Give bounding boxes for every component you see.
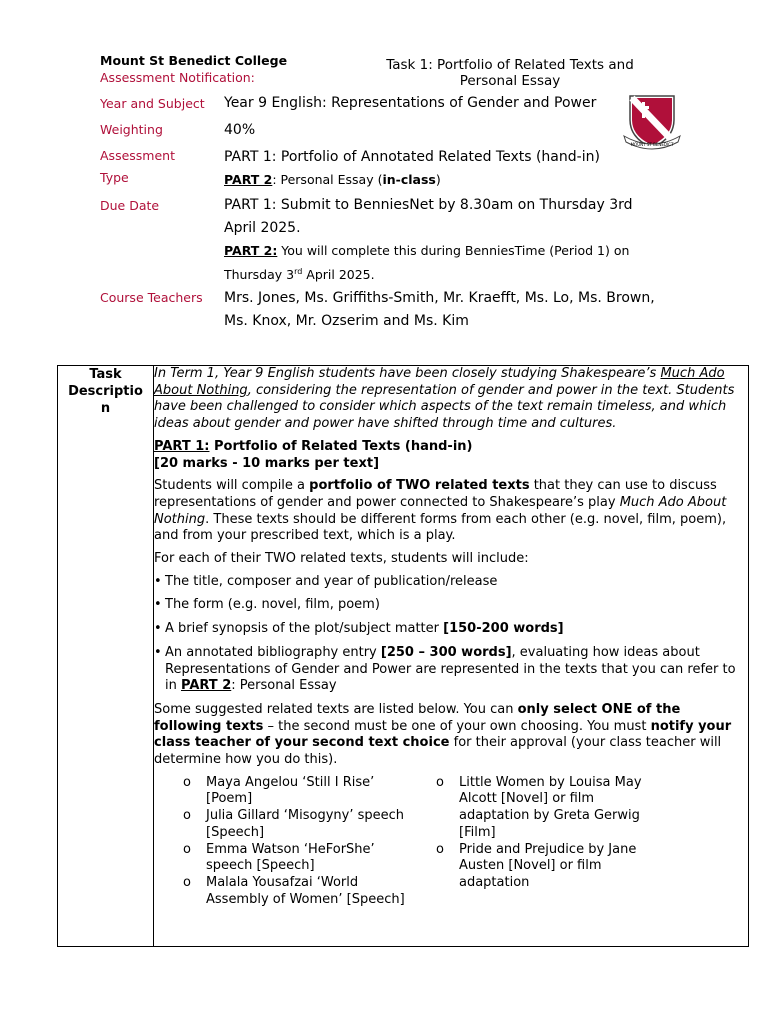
assessment-part2-value <box>224 169 674 190</box>
course-teachers-label: Course Teachers <box>100 290 203 305</box>
list-item: o Pride and Prejudice by Jane Austen [Novel] or film adaptation <box>407 842 660 892</box>
part2-in-class: in-class <box>382 172 436 187</box>
intro-paragraph: In Term 1, Year 9 English students have been closely studying Shakespeare’s Much Ado About Nothing, considering the representation of gender and power in the text. Students have been challenged to consider which aspects of the text remain timeless, and which ideas about gender and power have shifted through time and cultures. <box>154 366 735 432</box>
due-part2-sup: rd <box>294 267 303 276</box>
list-item: o Maya Angelou ‘Still I Rise’ [Poem] <box>154 775 407 808</box>
requirements-list <box>154 574 748 695</box>
crest-motto: MOUNT ST BENEDICT <box>630 142 674 147</box>
part2-label: PART 2 <box>224 172 273 187</box>
suggestions-paragraph: Some suggested related texts are listed below. You can only select ONE of the following texts – the second must be one of your own choosing. You must notify your class teacher of your second text choice for their approval (your class teacher will determine how you do this). <box>154 701 732 768</box>
course-teachers-value: Mrs. Jones, Ms. Griffiths-Smith, Mr. Kraefft, Ms. Lo, Ms. Brown, Ms. Knox, Mr. Ozserim and Ms. Kim <box>224 290 655 329</box>
suggested-texts-right <box>407 775 660 909</box>
list-item: • An annotated bibliography entry [250 – 300 words], evaluating how ideas about Representations of Gender and Power are represented in the texts that you can refer to in PART 2: Personal Essay <box>154 645 748 695</box>
year-subject-value: Year 9 English: Representations of Gender and Power <box>224 95 597 111</box>
suggested-texts <box>154 775 748 909</box>
part2-close: ) <box>435 172 441 187</box>
list-item: o Emma Watson ‘HeForShe’ speech [Speech] <box>154 842 407 875</box>
task-description-heading: Task Descriptio n <box>58 366 154 947</box>
assessment-notification-label: Assessment Notification: <box>100 70 255 85</box>
list-item: • The form (e.g. novel, film, poem) <box>154 597 748 614</box>
list-item: o Malala Yousafzai ‘World Assembly of Women’ [Speech] <box>154 875 407 908</box>
due-part2-end: April 2025. <box>302 267 375 283</box>
year-subject-label: Year and Subject <box>100 96 205 111</box>
school-name: Mount St Benedict College <box>100 53 288 68</box>
list-item: o Julia Gillard ‘Misogyny’ speech [Speech] <box>154 808 407 841</box>
due-date-label: Due Date <box>100 198 160 213</box>
due-part2-value <box>224 240 654 285</box>
assessment-type-label: Type <box>100 170 129 185</box>
compile-paragraph: Students will compile a portfolio of TWO related texts that they can use to discuss representations of gender and power connected to Shakespeare’s play Much Ado About Nothing. These texts should be different forms from each other (e.g. novel, film, poem), and from your prescribed text, which is a play. <box>154 478 727 544</box>
due-part2-label: PART 2: <box>224 243 278 258</box>
intro-play-title: Much Ado About Nothing <box>154 366 725 398</box>
part2-text: : Personal Essay ( <box>272 172 383 187</box>
weighting-value: 40% <box>224 122 256 138</box>
suggested-texts-left <box>154 775 407 909</box>
due-part2-text: You will complete this during BenniesTime (Period 1) on Thursday 3 <box>224 243 630 283</box>
part1-marks: [20 marks - 10 marks per text] <box>154 455 380 471</box>
list-item: • The title, composer and year of publication/release <box>154 574 748 591</box>
include-intro: For each of their TWO related texts, students will include: <box>154 551 529 567</box>
part1-heading: PART 1: Portfolio of Related Texts (hand-in) [20 marks - 10 marks per text] <box>154 438 473 471</box>
task-description-body <box>154 366 749 947</box>
assessment-label: Assessment <box>100 148 175 163</box>
list-item: • A brief synopsis of the plot/subject matter [150-200 words] <box>154 621 748 638</box>
weighting-label: Weighting <box>100 122 163 137</box>
assessment-part1-value: PART 1: Portfolio of Annotated Related Texts (hand-in) <box>224 149 600 165</box>
list-item: o Little Women by Louisa May Alcott [Novel] or film adaptation by Greta Gerwig [Film] <box>407 775 660 842</box>
task-description-table <box>57 365 749 947</box>
due-part1-value: PART 1: Submit to BenniesNet by 8.30am on Thursday 3rd April 2025. <box>224 197 633 236</box>
task-title: Task 1: Portfolio of Related Texts and Personal Essay <box>386 57 634 89</box>
